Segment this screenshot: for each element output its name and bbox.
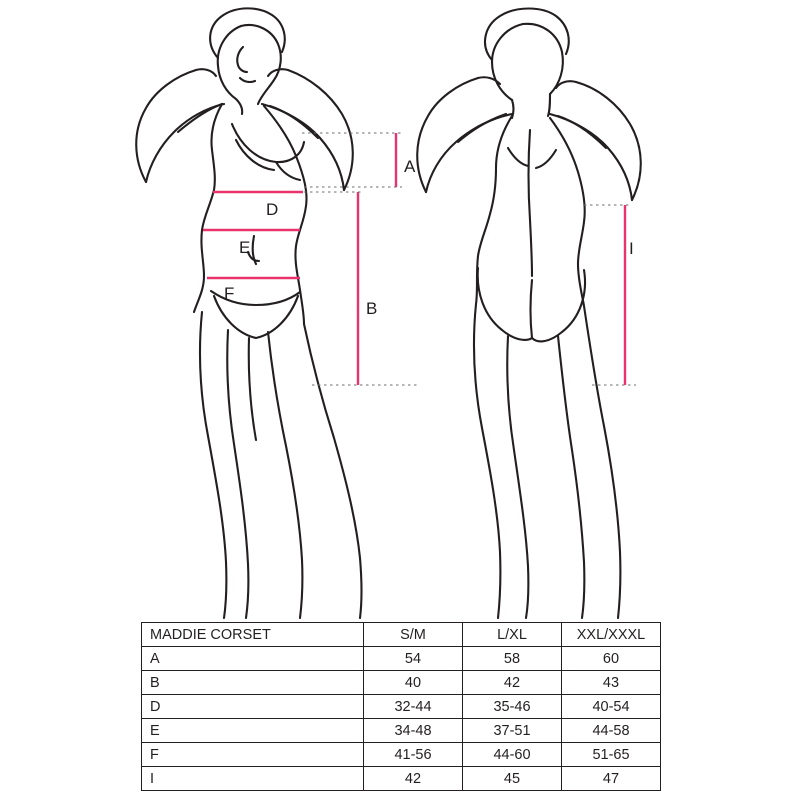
row-label-i: I xyxy=(142,767,364,791)
table-header-cell-sm: S/M xyxy=(364,623,463,647)
row-e-xxl: 44-58 xyxy=(562,719,661,743)
guide-lines xyxy=(302,133,636,385)
label-E: E xyxy=(239,238,251,257)
row-label-e: E xyxy=(142,719,364,743)
table-row xyxy=(142,695,661,719)
row-a-sm: 54 xyxy=(364,647,463,671)
row-b-lxl: 42 xyxy=(463,671,562,695)
row-a-xxl: 60 xyxy=(562,647,661,671)
row-label-d: D xyxy=(142,695,364,719)
row-f-xxl: 51-65 xyxy=(562,743,661,767)
label-F: F xyxy=(224,284,235,303)
label-I: I xyxy=(629,239,634,258)
row-f-lxl: 44-60 xyxy=(463,743,562,767)
table-header-row xyxy=(142,623,661,647)
row-i-xxl: 47 xyxy=(562,767,661,791)
size-table xyxy=(141,622,661,791)
table-row xyxy=(142,671,661,695)
row-e-lxl: 37-51 xyxy=(463,719,562,743)
table-header-cell-xxlxxxl: XXL/XXXL xyxy=(562,623,661,647)
row-label-a: A xyxy=(142,647,364,671)
row-e-sm: 34-48 xyxy=(364,719,463,743)
row-label-b: B xyxy=(142,671,364,695)
row-i-sm: 42 xyxy=(364,767,463,791)
table-row xyxy=(142,647,661,671)
row-d-lxl: 35-46 xyxy=(463,695,562,719)
row-i-lxl: 45 xyxy=(463,767,562,791)
row-f-sm: 41-56 xyxy=(364,743,463,767)
label-A: A xyxy=(404,157,416,176)
row-d-xxl: 40-54 xyxy=(562,695,661,719)
table-header-cell-product: MADDIE CORSET xyxy=(142,623,364,647)
row-b-xxl: 43 xyxy=(562,671,661,695)
table-row xyxy=(142,767,661,791)
row-label-f: F xyxy=(142,743,364,767)
row-a-lxl: 58 xyxy=(463,647,562,671)
label-D: D xyxy=(266,200,279,219)
row-b-sm: 40 xyxy=(364,671,463,695)
table-row xyxy=(142,743,661,767)
table-row xyxy=(142,719,661,743)
row-d-sm: 32-44 xyxy=(364,695,463,719)
size-table-container xyxy=(141,622,660,791)
table-header-cell-lxl: L/XL xyxy=(463,623,562,647)
label-B: B xyxy=(366,299,378,318)
